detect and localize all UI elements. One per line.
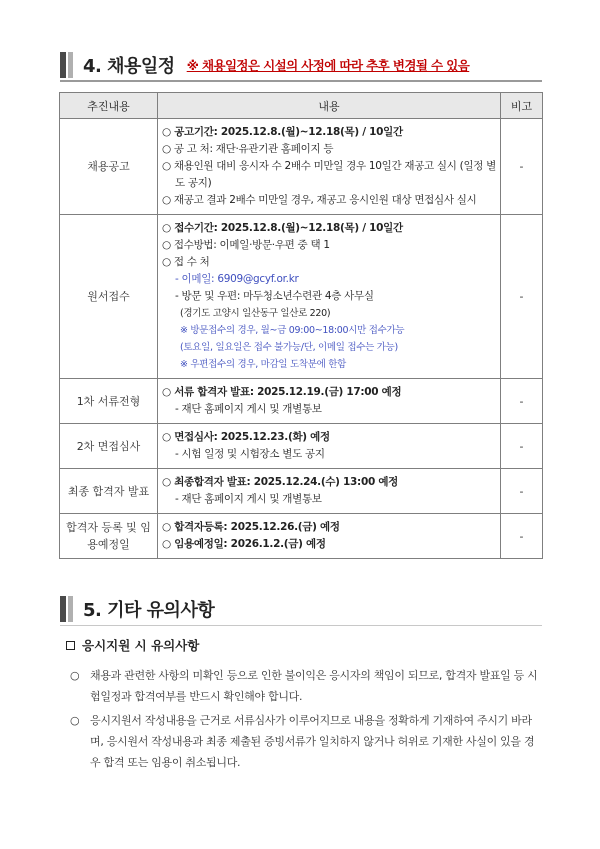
notice-subheading xyxy=(66,636,199,654)
content-line: ○ 접 수 처 xyxy=(162,256,210,268)
table-row xyxy=(60,469,543,514)
content-line: ※ 방문접수의 경우, 월~금 09:00~18:00시만 접수가능 xyxy=(180,325,405,336)
content-line: ○ 면접심사: 2025.12.23.(화) 예정 xyxy=(162,431,330,443)
content-line: ※ 우편접수의 경우, 마감일 도착분에 한함 xyxy=(180,359,347,370)
content-line: (토요일, 일요일은 접수 불가능/단, 이메일 접수는 가능) xyxy=(180,342,398,353)
circle-bullet-icon: ○ xyxy=(70,714,80,727)
row-content xyxy=(158,119,501,215)
row-remark: - xyxy=(501,215,543,379)
table-row xyxy=(60,379,543,424)
notice-text: 채용과 관련한 사항의 미확인 등으로 인한 불이익은 응시자의 책임이 되므로, 합격자 발표일 등 시험일정과 합격여부를 반드시 확인해야 합니다. xyxy=(90,669,538,703)
content-line: ○ 접수기간: 2025.12.8.(월)~12.18(목) / 10일간 xyxy=(162,222,403,234)
notice-subheading-text: 응시지원 시 유의사항 xyxy=(82,638,200,653)
notice-item xyxy=(70,710,540,773)
table-row xyxy=(60,514,543,559)
row-content xyxy=(158,424,501,469)
column-header: 추진내용 xyxy=(60,93,158,119)
schedule-change-notice: ※ 채용일정은 시설의 사정에 따라 추후 변경될 수 있음 xyxy=(186,58,470,73)
row-remark: - xyxy=(501,469,543,514)
schedule-table xyxy=(59,92,543,559)
row-category: 채용공고 xyxy=(60,119,158,215)
column-header: 내용 xyxy=(158,93,501,119)
row-category: 1차 서류전형 xyxy=(60,379,158,424)
row-content xyxy=(158,379,501,424)
row-remark: - xyxy=(501,379,543,424)
row-remark: - xyxy=(501,119,543,215)
content-line: - 재단 홈페이지 게시 및 개별통보 xyxy=(175,403,322,415)
content-line: ○ 임용예정일: 2026.1.2.(금) 예정 xyxy=(162,538,326,550)
content-line: - 방문 및 우편: 마두청소년수련관 4층 사무실 xyxy=(175,290,374,302)
section-4-divider xyxy=(60,80,542,82)
content-line: ○ 접수방법: 이메일·방문·우편 중 택 1 xyxy=(162,239,330,251)
notice-item xyxy=(70,665,540,707)
row-category: 원서접수 xyxy=(60,215,158,379)
row-remark: - xyxy=(501,424,543,469)
content-line: - 시험 일정 및 시험장소 별도 공지 xyxy=(175,448,325,460)
content-line: - 재단 홈페이지 게시 및 개별통보 xyxy=(175,493,322,505)
table-row xyxy=(60,424,543,469)
section-4-title: 4. 채용일정 xyxy=(83,56,175,77)
content-line: ○ 최종합격자 발표: 2025.12.24.(수) 13:00 예정 xyxy=(162,476,399,488)
section-5-title: 5. 기타 유의사항 xyxy=(83,600,215,621)
header-bar-light xyxy=(68,52,73,78)
content-line: ○ 공 고 처: 재단·유관기관 홈페이지 등 xyxy=(162,143,334,155)
header-bar-light xyxy=(68,596,73,622)
column-header: 비고 xyxy=(501,93,543,119)
table-header-row xyxy=(60,93,543,119)
row-content xyxy=(158,469,501,514)
row-category: 최종 합격자 발표 xyxy=(60,469,158,514)
content-line: ○ 재공고 결과 2배수 미만일 경우, 재공고 응시인원 대상 면접심사 실시 xyxy=(162,194,477,206)
content-line: ○ 채용인원 대비 응시자 수 2배수 미만일 경우 10일간 재공고 실시 (일정 별도 공지) xyxy=(162,160,497,189)
content-line: ○ 공고기간: 2025.12.8.(월)~12.18(목) / 10일간 xyxy=(162,126,403,138)
content-line: (경기도 고양시 일산동구 일산로 220) xyxy=(180,308,331,319)
circle-bullet-icon: ○ xyxy=(70,669,80,682)
email-address: - 이메일: 6909@gcyf.or.kr xyxy=(175,273,299,285)
row-content xyxy=(158,215,501,379)
section-5-divider xyxy=(60,625,542,626)
content-line: ○ 합격자등록: 2025.12.26.(금) 예정 xyxy=(162,521,340,533)
row-remark: - xyxy=(501,514,543,559)
table-row xyxy=(60,119,543,215)
row-content xyxy=(158,514,501,559)
checkbox-square-icon xyxy=(66,641,75,650)
table-row xyxy=(60,215,543,379)
row-category: 합격자 등록 및 임용예정일 xyxy=(60,514,158,559)
header-bar-dark xyxy=(60,596,66,622)
section-5-header xyxy=(60,596,214,622)
notice-text: 응시지원서 작성내용을 근거로 서류심사가 이루어지므로 내용을 정확하게 기재하여 주시기 바라며, 응시원서 작성내용과 최종 제출된 증빙서류가 일치하지 않거나 허위로 기재한 사실이 있을 경우 합격 또는 임용이 취소됩니다. xyxy=(90,714,535,769)
row-category: 2차 면접심사 xyxy=(60,424,158,469)
header-bar-dark xyxy=(60,52,66,78)
content-line: ○ 서류 합격자 발표: 2025.12.19.(금) 17:00 예정 xyxy=(162,386,402,398)
section-4-header xyxy=(60,52,469,78)
